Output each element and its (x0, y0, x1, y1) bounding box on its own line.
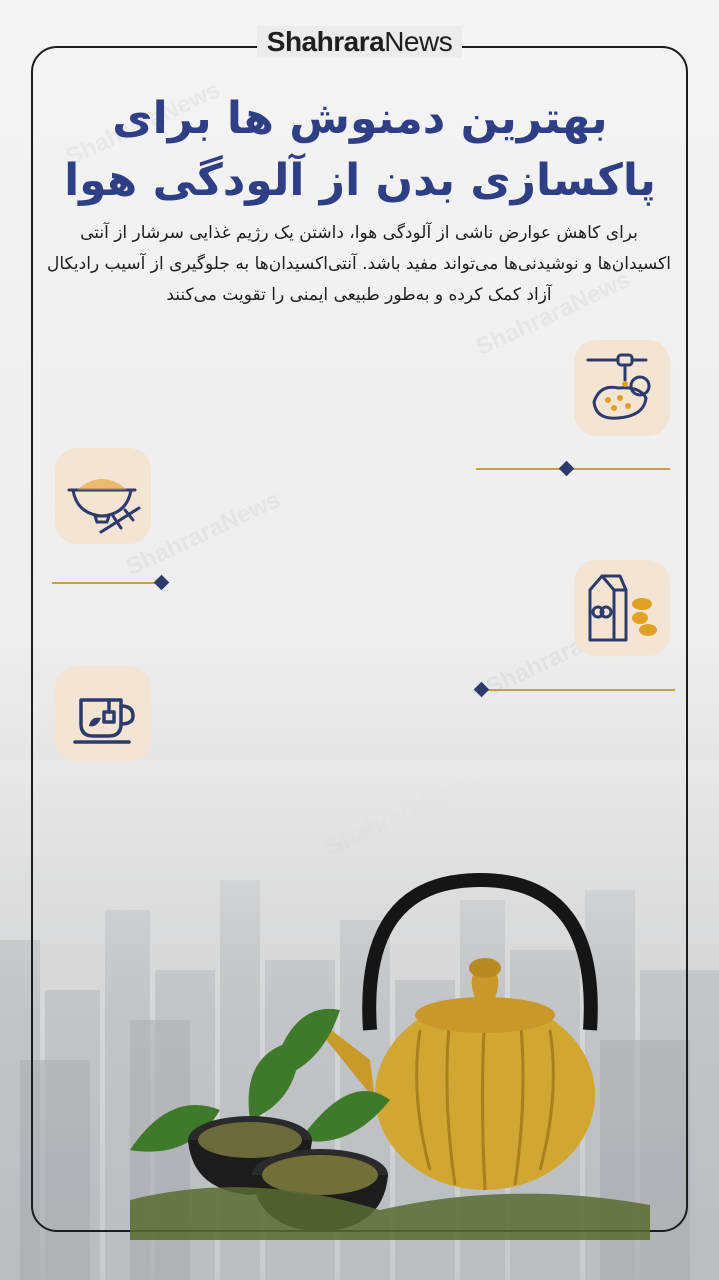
milk-turmeric-icon (574, 560, 670, 656)
title-line-1: بهترین دمنوش ها برای (112, 93, 608, 144)
brand-logo: ShahraraNews (0, 26, 719, 58)
intro-text: برای کاهش عوارض ناشی از آلودگی هوا، داشتن یک رژیم غذایی سرشار از آنتی اکسیدان‌ها و نوشیدنی‌ها می‌تواند مفید باشد. آنتی‌اکسیدان‌ها به جلوگیری از آسیب رادیکال آزاد کمک کرده و به‌طور طبیعی ایمنی را تقویت می‌کنند (47, 223, 671, 305)
page-title (40, 88, 680, 212)
turmeric-ginger-bowl-icon (55, 448, 151, 544)
tea-cup-icon (55, 666, 151, 762)
divider-line (482, 689, 675, 691)
divider-line (52, 582, 158, 584)
title-line-2: پاکسازی بدن از آلودگی هوا (64, 155, 656, 206)
ginger-lemon-honey-icon (574, 340, 670, 436)
teapot-illustration (130, 840, 690, 1240)
